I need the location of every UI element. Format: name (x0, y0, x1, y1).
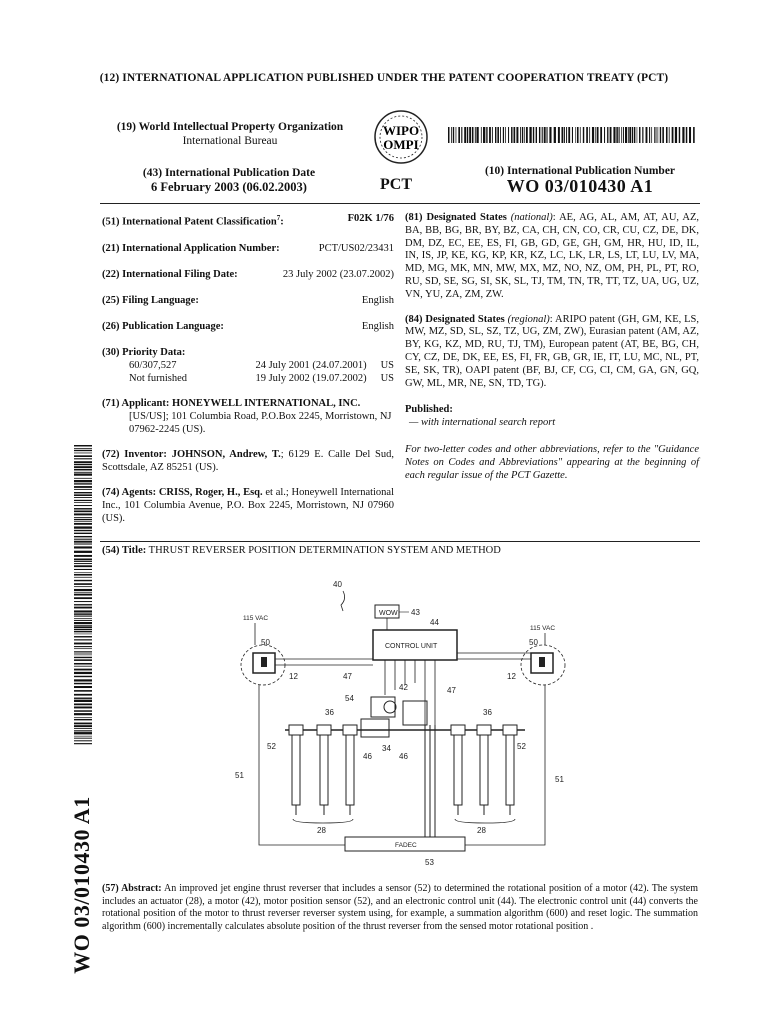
applicant-field (102, 397, 394, 436)
fadec-label: FADEC (395, 842, 417, 849)
agents-label: (74) Agents: (102, 486, 157, 498)
right-actuators (451, 725, 517, 815)
vac-left-label: 115 VAC (243, 615, 269, 622)
application-number-value: PCT/US02/23431 (318, 242, 394, 254)
published-block (405, 404, 699, 430)
label-54: 54 (345, 694, 354, 703)
title-rule (100, 541, 700, 542)
label-52-right: 52 (517, 742, 526, 751)
gear-box-left (361, 719, 389, 737)
left-actuators (289, 725, 357, 815)
ipc-suffix: : (280, 216, 284, 228)
label-52-left: 52 (267, 742, 276, 751)
organization-sub: International Bureau (182, 135, 278, 147)
pct-mark: PCT (380, 176, 412, 193)
control-unit-label: CONTROL UNIT (385, 643, 438, 650)
publication-language-field (102, 320, 394, 333)
label-28-right: 28 (477, 826, 486, 835)
abstract-label: (57) Abstract: (102, 883, 162, 894)
header-rule (100, 203, 700, 204)
label-44: 44 (430, 618, 439, 627)
wipo-logo-text-1: WIPO (382, 123, 420, 138)
right-column (405, 212, 699, 482)
abbreviations-note: For two-letter codes and other abbreviations, refer to the "Guidance Notes on Codes and Abbreviations" appearing at the beginning of each regular issue of the PCT Gazette. (405, 443, 699, 481)
label-46-right: 46 (399, 752, 408, 761)
title-label: (54) Title: (102, 545, 147, 556)
inventor-address: ; 6129 E. Calle Del Sud, Scottsdale, AZ 85251 (US). (102, 448, 395, 473)
label-28-left: 28 (317, 826, 326, 835)
label-42: 42 (399, 683, 408, 692)
publication-number-block (450, 164, 710, 196)
label-36-left: 36 (325, 708, 334, 717)
filing-date-field (102, 268, 394, 281)
designated-states-value: : AE, AG, AL, AM, AT, AU, AZ, BA, BB, BG, BR, BY, BZ, CA, CH, CN, CO, CR, CU, CZ, DE, DK, DM, DZ, EC, EE, ES, FI, GB, GD, GE, GH, GM, HR, HU, ID, IL, IN, IS, JP, KE, KG, KP, KR, KZ, LC, LK, LR, LS, LT, LU, LV, MA, MD, MG, MK, MN, MW, MX, MZ, NO, NZ, OM, PH, PL, PT, RO, RU, SD, SE, SG, SI, SK, SL, TJ, TM, TN, TR, TT, TZ, UA, UG, UZ, VN, YU, ZA, ZM, ZW. (405, 212, 700, 300)
priority-label: (30) Priority Data: (102, 346, 186, 358)
publication-language-value: English (361, 320, 394, 332)
designated-states-regional-label: (84) Designated States (405, 313, 505, 325)
arrow-40 (341, 591, 345, 611)
wipo-logo-text-2: OMPI (383, 137, 419, 152)
priority-data (102, 346, 394, 385)
applicant-label: (71) Applicant: (102, 397, 170, 409)
ipc-field (102, 212, 394, 229)
priority-row (102, 372, 394, 385)
priority-date: 19 July 2002 (19.07.2002) (255, 372, 367, 384)
priority-number: 60/307,527 (129, 359, 177, 371)
priority-date: 24 July 2001 (24.07.2001) (255, 359, 367, 371)
organization-block (100, 120, 360, 148)
publication-date-label: (43) International Publication Date (142, 167, 316, 179)
vac-right-label: 115 VAC (530, 625, 556, 632)
filing-language-field (102, 294, 394, 307)
label-50-right: 50 (529, 638, 538, 647)
inventor-name: JOHNSON, Andrew, T. (171, 448, 281, 460)
designated-states-regional-value: : ARIPO patent (GH, GM, KE, LS, MW, MZ, SD, SL, SZ, TZ, UG, ZM, ZW), Eurasian patent (AM, AZ, BY, KG, KZ, MD, RU, TJ, TM), European patent (AT, BE, BG, CH, CY, CZ, DE, DK, EE, ES, FI, FR, GB, GR, IE, IT, LU, MC, NL, PT, SE, SK, TR), OAPI patent (BF, BJ, CF, CG, CI, CM, GA, GN, GQ, GW, ML, MR, NE, SN, TD, TG). (405, 313, 700, 389)
top-barcode (448, 127, 696, 143)
system-diagram (225, 575, 585, 875)
filing-language-value: English (361, 294, 394, 306)
label-50-left: 50 (261, 638, 270, 647)
filing-date-value: 23 July 2002 (23.07.2002) (282, 268, 394, 280)
label-12-right: 12 (507, 672, 516, 681)
abstract (102, 883, 698, 933)
document-header: (12) INTERNATIONAL APPLICATION PUBLISHED UNDER THE PATENT COOPERATION TREATY (PCT) (99, 72, 669, 84)
motor-42 (384, 701, 396, 713)
publication-number-value: WO 03/010430 A1 (506, 176, 654, 196)
title-line (102, 545, 501, 556)
designated-states-qualifier: (national) (510, 212, 553, 223)
label-36-right: 36 (483, 708, 492, 717)
wow-label: WOW (379, 610, 398, 617)
ipc-label: (51) International Patent Classification (102, 216, 277, 228)
side-publication-number-text: WO 03/010430 A1 (69, 796, 94, 974)
label-34: 34 (382, 744, 391, 753)
agents-address: et al.; Honeywell International Inc., 101 Columbia Avenue, P.O. Box 2245, Morristown, NJ 07960 (US). (102, 486, 395, 524)
publication-date-value: 6 February 2003 (06.02.2003) (151, 180, 307, 194)
publication-date-block (104, 166, 354, 194)
motor-box-right (403, 701, 427, 725)
ipc-value: F02K 1/76 (347, 213, 394, 224)
ipc-sup: 7 (276, 214, 281, 222)
label-53: 53 (425, 858, 434, 867)
agents-name: CRISS, Roger, H., Esq. (158, 486, 263, 498)
label-12-left: 12 (289, 672, 298, 681)
agents-field (102, 486, 394, 525)
filing-language-label: (25) Filing Language: (102, 294, 199, 306)
inventor-field (102, 448, 394, 474)
title-value: THRUST REVERSER POSITION DETERMINATION SYSTEM AND METHOD (148, 545, 501, 556)
priority-country: US (380, 359, 394, 371)
label-47-left: 47 (343, 672, 352, 681)
label-51-right: 51 (555, 775, 564, 784)
designated-states-label: (81) Designated States (405, 212, 507, 223)
label-47-right: 47 (447, 686, 456, 695)
published-label: Published: (405, 404, 453, 416)
label-40: 40 (333, 580, 342, 589)
applicant-address: [US/US]; 101 Columbia Road, P.O.Box 2245, Morristown, NJ 07962-2245 (US). (129, 410, 392, 435)
side-publication-number (62, 796, 102, 974)
publication-language-label: (26) Publication Language: (102, 320, 224, 332)
published-value: — with international search report (409, 417, 556, 429)
designated-states-regional-qualifier: (regional) (507, 313, 550, 325)
application-number-field (102, 242, 394, 255)
motor-box-left (371, 697, 395, 717)
left-column (102, 212, 394, 525)
applicant-name: HONEYWELL INTERNATIONAL, INC. (172, 397, 361, 409)
inventor-label: (72) Inventor: (102, 448, 167, 460)
publication-number-label: (10) International Publication Number (484, 165, 676, 177)
label-43: 43 (411, 608, 420, 617)
organization-label: (19) World Intellectual Property Organization (116, 121, 344, 133)
priority-number: Not furnished (129, 372, 188, 384)
filing-date-label: (22) International Filing Date: (102, 268, 238, 280)
designated-states-national (405, 212, 699, 302)
application-number-label: (21) International Application Number: (102, 242, 280, 254)
priority-row (102, 359, 394, 372)
abstract-text: An improved jet engine thrust reverser that includes a sensor (52) to determined the rotational position of a motor (42). The system includes an actuator (28), a motor (42), motor position sensor (52), and an electronic control unit (44). The electronic control unit (44) converts the rotational position of the motor to thrust reverser reverser system using, for example, a summation algorithm (600) and reset logic. The summation algorithm (600) incrementally calculates absolute position of the thrust reverser from the sensed motor rotational position . (102, 883, 698, 932)
designated-states-regional (405, 314, 699, 391)
label-46-left: 46 (363, 752, 372, 761)
side-barcode (74, 445, 92, 745)
wipo-logo (368, 108, 434, 166)
label-51-left: 51 (235, 771, 244, 780)
priority-country: US (380, 372, 394, 384)
